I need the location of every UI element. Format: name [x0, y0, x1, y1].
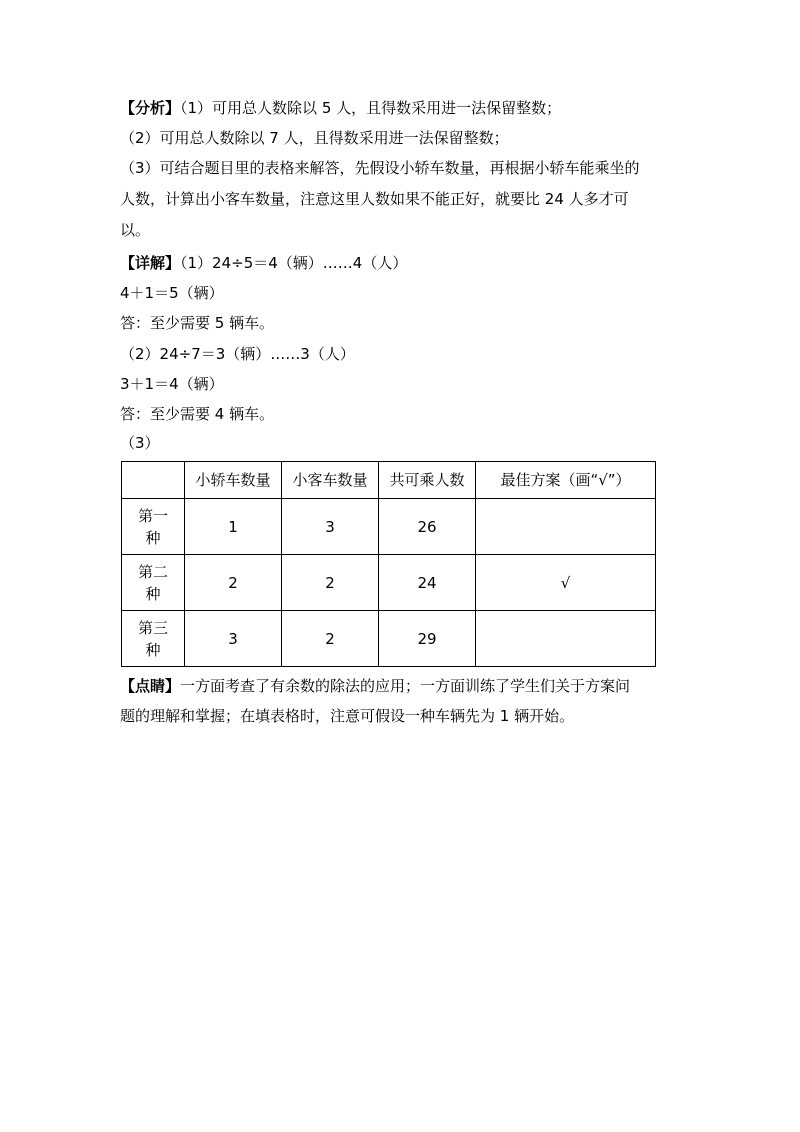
solution-label: 【详解】: [120, 254, 181, 272]
analysis-line-2: （2）可用总人数除以 7 人，且得数采用进一法保留整数；: [120, 129, 509, 147]
row-label: 第二种: [138, 562, 169, 603]
row-label-cell: [122, 611, 185, 667]
header-cell-corner: [122, 462, 185, 499]
analysis-line-4: 人数，计算出小客车数量，注意这里人数如果不能正好，就要比 24 人多才可: [120, 190, 629, 208]
table-row: [122, 499, 656, 555]
solution-text-1: （1）24÷5＝4（辆）……4（人）: [180, 254, 408, 272]
analysis-line-3: （3）可结合题目里的表格来解答，先假设小轿车数量，再根据小轿车能乘坐的: [120, 159, 640, 177]
header-cell-best: 最佳方案（画“√”）: [476, 462, 656, 499]
best-cell: [476, 611, 656, 667]
solution-line-1: [120, 253, 680, 273]
header-cell-buses: 小客车数量: [282, 462, 379, 499]
solution-line-3: 答：至少需要 5 辆车。: [120, 314, 275, 332]
header-cell-cars: 小轿车数量: [185, 462, 282, 499]
comment-line-1: [120, 676, 680, 696]
analysis-text-1: （1）可用总人数除以 5 人，且得数采用进一法保留整数；: [180, 99, 562, 117]
buses-cell: 2: [282, 611, 379, 667]
analysis-label: 【分析】: [120, 99, 181, 117]
cars-cell: 3: [185, 611, 282, 667]
total-cell: 26: [379, 499, 476, 555]
plan-table: [121, 461, 656, 667]
cars-cell: 1: [185, 499, 282, 555]
comment-line-2: 题的理解和掌握；在填表格时，注意可假设一种车辆先为 1 辆开始。: [120, 707, 575, 725]
best-cell: √: [476, 555, 656, 611]
table-header-row: [122, 462, 656, 499]
row-label: 第一种: [138, 506, 169, 547]
cars-cell: 2: [185, 555, 282, 611]
best-cell: [476, 499, 656, 555]
row-label-cell: [122, 555, 185, 611]
solution-line-4: （2）24÷7＝3（辆）……3（人）: [120, 345, 355, 363]
analysis-line-1: [120, 98, 680, 118]
row-label: 第三种: [138, 618, 169, 659]
comment-label: 【点睛】: [120, 677, 181, 695]
solution-line-2: 4＋1＝5（辆）: [120, 284, 224, 302]
solution-line-7: （3）: [120, 434, 160, 452]
analysis-line-5: 以。: [120, 221, 151, 239]
solution-line-5: 3＋1＝4（辆）: [120, 375, 224, 393]
buses-cell: 3: [282, 499, 379, 555]
total-cell: 24: [379, 555, 476, 611]
comment-text-1: 一方面考查了有余数的除法的应用；一方面训练了学生们关于方案问: [180, 677, 631, 695]
table-row: [122, 611, 656, 667]
header-cell-total: 共可乘人数: [379, 462, 476, 499]
solution-line-6: 答：至少需要 4 辆车。: [120, 405, 275, 423]
buses-cell: 2: [282, 555, 379, 611]
row-label-cell: [122, 499, 185, 555]
total-cell: 29: [379, 611, 476, 667]
table-row: [122, 555, 656, 611]
